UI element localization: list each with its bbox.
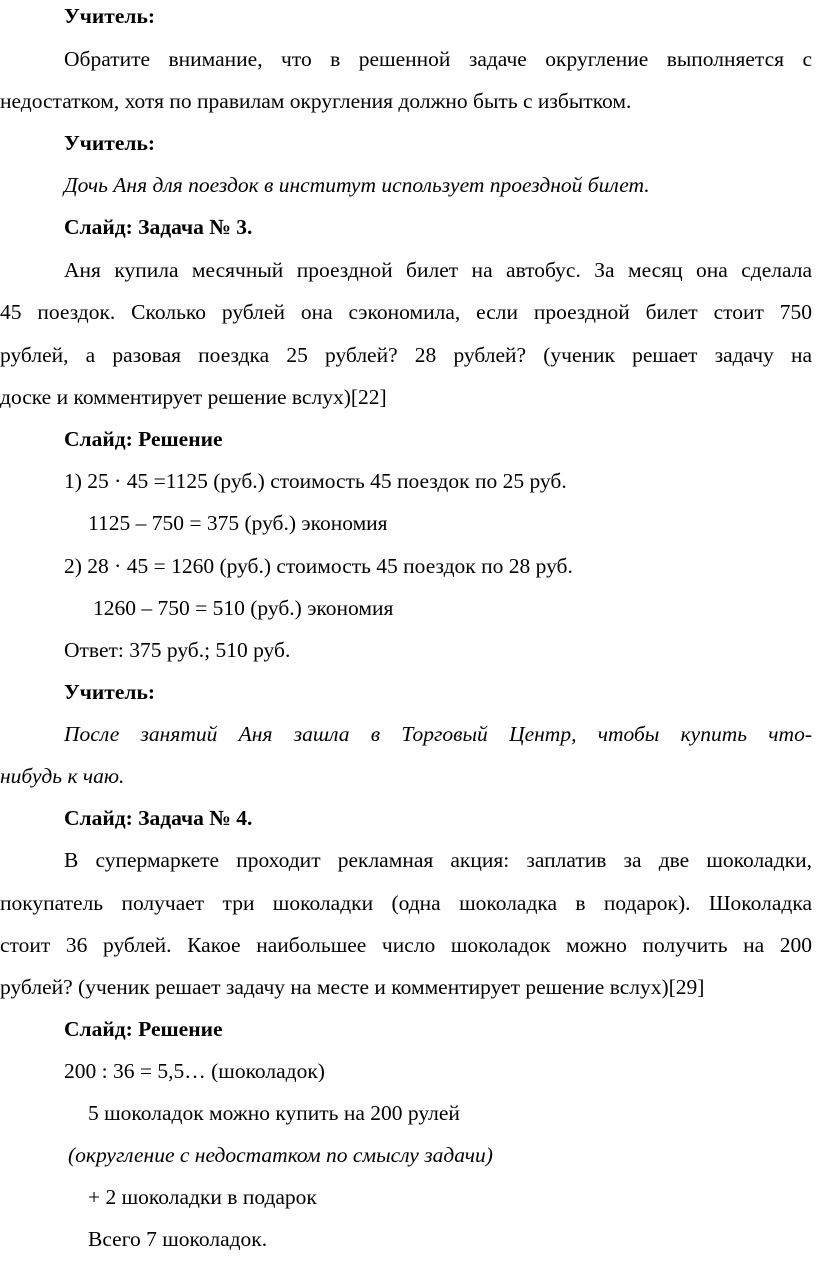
solution-line: 1125 – 750 = 375 (руб.) экономия: [88, 511, 388, 535]
task-text-line: стоит 36 рублей. Какое наибольшее число шоколадок можно получить на 200: [0, 933, 812, 957]
answer-line: Ответ: 375 руб.; 510 руб.: [64, 638, 291, 662]
solution-line: 200 : 36 = 5,5… (шоколадок): [64, 1059, 325, 1083]
task-text-line: Аня купила месячный проездной билет на автобус. За месяц она сделала: [64, 258, 812, 282]
task-text-line: В супермаркете проходит рекламная акция: заплатив за две шоколадки,: [64, 848, 812, 872]
slide-heading: Слайд: Задача № 4.: [64, 806, 253, 830]
narrative-line: Дочь Аня для поездок в институт использует проездной билет.: [64, 173, 650, 197]
paragraph-line: Обратите внимание, что в решенной задаче округление выполняется с: [64, 47, 812, 71]
slide-heading: Слайд: Решение: [64, 1017, 223, 1041]
solution-line: 1260 – 750 = 510 (руб.) экономия: [93, 596, 394, 620]
solution-line: 2) 28 · 45 = 1260 (руб.) стоимость 45 поездок по 28 руб.: [64, 554, 573, 578]
speaker-heading: Учитель:: [64, 131, 155, 155]
narrative-line: После занятий Аня зашла в Торговый Центр, чтобы купить что-: [64, 722, 812, 746]
solution-line: 5 шоколадок можно купить на 200 рулей: [88, 1101, 460, 1125]
speaker-heading: Учитель:: [64, 680, 155, 704]
task-text-line: покупатель получает три шоколадки (одна шоколадка в подарок). Шоколадка: [0, 891, 812, 915]
paragraph-line: недостатком, хотя по правилам округления должно быть с избытком.: [0, 89, 632, 113]
slide-heading: Слайд: Решение: [64, 427, 223, 451]
task-text-line: доске и комментирует решение вслух)[22]: [0, 385, 387, 409]
narrative-line: нибудь к чаю.: [0, 764, 125, 788]
solution-line: + 2 шоколадки в подарок: [88, 1185, 317, 1209]
task-text-line: рублей, а разовая поездка 25 рублей? 28 рублей? (ученик решает задачу на: [0, 343, 812, 367]
solution-line: Всего 7 шоколадок.: [88, 1227, 268, 1251]
speaker-heading: Учитель:: [64, 4, 155, 28]
task-text-line: 45 поездок. Сколько рублей она сэкономила, если проездной билет стоит 750: [0, 300, 812, 324]
solution-note: (округление с недостатком по смыслу задачи): [68, 1143, 493, 1167]
slide-heading: Слайд: Задача № 3.: [64, 215, 253, 239]
solution-line: 1) 25 · 45 =1125 (руб.) стоимость 45 поездок по 25 руб.: [64, 469, 567, 493]
task-text-line: рублей? (ученик решает задачу на месте и комментирует решение вслух)[29]: [0, 975, 705, 999]
